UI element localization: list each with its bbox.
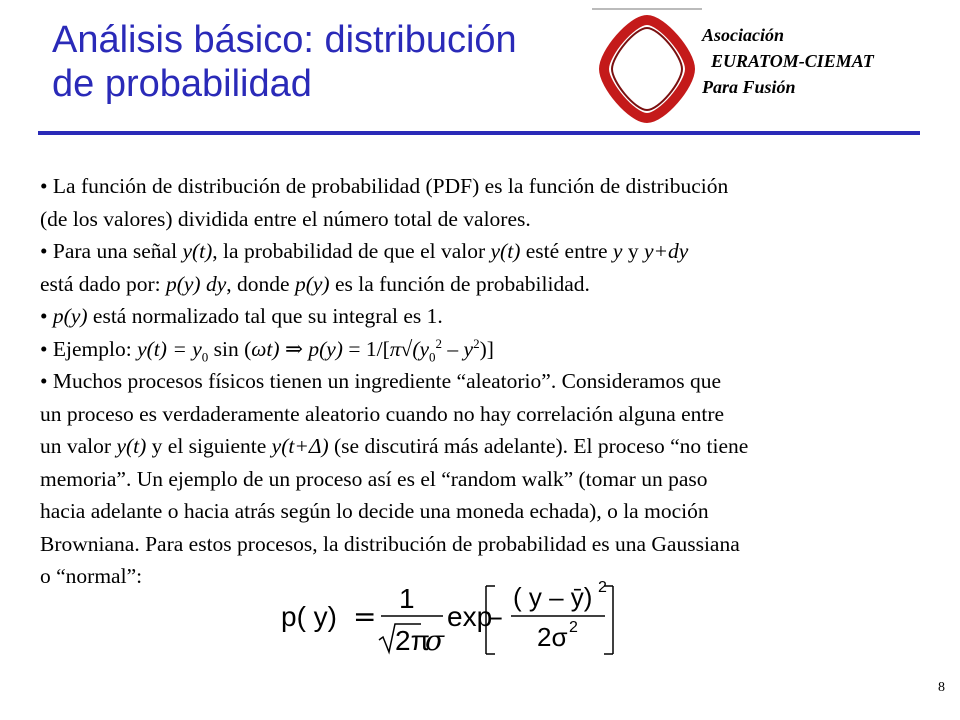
bullet-3: • p(y) está normalizado tal que su integral es 1. (40, 304, 443, 328)
org-line-1: Asociación (702, 25, 785, 45)
formula-exp: exp (447, 601, 493, 632)
bullet-5-line-2: un proceso es verdaderamente aleatorio cuando no hay correlación alguna entre (40, 401, 725, 426)
formula-numerator: 1 (399, 583, 415, 614)
formula-inner-denominator: 2σ (537, 622, 568, 652)
bullet-4-example: • Ejemplo: $y(t) = y_0$ sin (ωt) ⇒ $p(y) = 1/[\pi√(y_0^2 - y^2)]$ (40, 335, 494, 364)
bullet-1-line-1: • La función de distribución de probabilidad (PDF) es la función de distribución (40, 174, 729, 198)
formula-inner-numerator: ( y – ȳ) (513, 582, 593, 612)
formula-minus: – (489, 600, 503, 633)
bullet-5-line-3: un valor y(t) y el siguiente y(t+Δ) (se discutirá más adelante). El proceso “no tiene (40, 434, 749, 458)
page-title (52, 18, 592, 106)
slide-body (40, 170, 930, 593)
formula-sqrt-content: 2π (395, 625, 430, 656)
euratom-ciemat-logo (592, 8, 702, 130)
bullet-5-line-5: hacia adelante o hacia atrás según lo decide una moneda echada), o la moción (40, 499, 709, 523)
gaussian-formula (275, 574, 635, 658)
bullet-1-line-2: (de los valores) dividida entre el número total de valores. (40, 206, 531, 231)
bullet-5-line-1: • Muchos procesos físicos tienen un ingrediente “aleatorio”. Consideramos que (40, 369, 722, 393)
bullet-2-line-1: • Para una señal y(t), la probabilidad de que el valor y(t) esté entre y y y+dy (40, 239, 689, 263)
formula-inner-exponent: 2 (598, 579, 607, 596)
bullet-5-line-7: o “normal”: (40, 564, 143, 588)
org-line-3: Para Fusión (702, 77, 796, 97)
page-number: 8 (938, 680, 945, 695)
formula-sigma: σ (425, 624, 445, 657)
bullet-2-line-2: está dado por: p(y) dy, donde p(y) es la función de probabilidad. (40, 271, 590, 296)
organization-name (702, 22, 874, 100)
bullet-5-line-6: Browniana. Para estos procesos, la distribución de probabilidad es una Gaussiana (40, 531, 740, 556)
formula-inner-den-exponent: 2 (569, 619, 578, 636)
org-line-2: EURATOM-CIEMAT (702, 51, 874, 71)
formula-lhs: p( y) (281, 601, 337, 632)
formula-equals: = (353, 600, 377, 633)
title-line-1: Análisis básico: distribución (52, 19, 517, 61)
bullet-5-line-4: memoria”. Un ejemplo de un proceso así es el “random walk” (tomar un paso (40, 466, 708, 491)
title-line-2: de probabilidad (52, 63, 312, 105)
title-divider (38, 131, 920, 135)
